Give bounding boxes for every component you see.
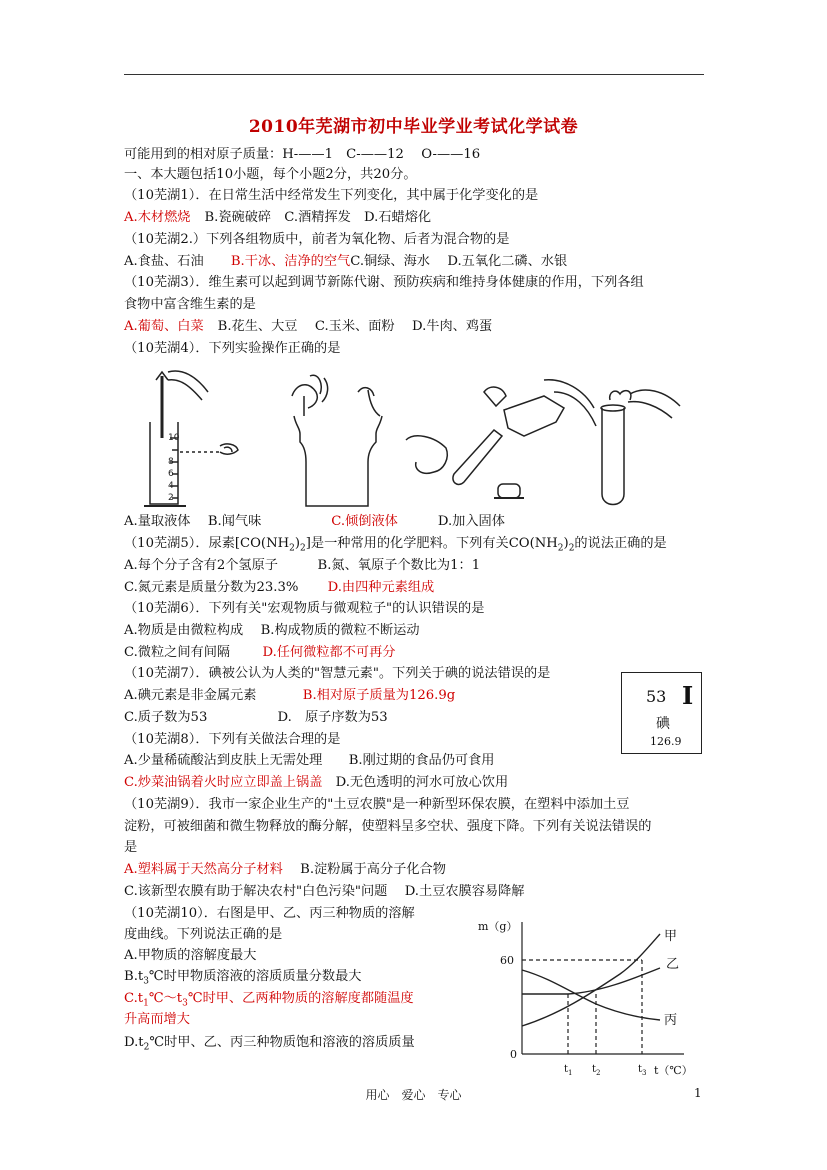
q9-options-ab (124, 861, 446, 879)
x-tick-t1 (564, 1064, 573, 1077)
y-tick-60: 60 (500, 954, 514, 967)
question-5 (124, 535, 667, 558)
mark-8: 8 (168, 457, 174, 467)
q5-text-4: ) (563, 536, 569, 551)
q7-answer: B.相对原子质量为126.9g (302, 688, 456, 703)
question-9-cont: 淀粉，可被细菌和微生物释放的酶分解，使塑料呈多空状、强度下降。下列有关说法错误的 (124, 819, 652, 834)
q10c-text: ℃时甲、乙两种物质的溶解度都随温度 (187, 991, 414, 1006)
q4-answer: C.倾倒液体 (331, 514, 398, 529)
q7-option-a: A.碘元素是非金属元素 (124, 688, 283, 703)
q7-options-cd: C.质子数为53 D. 原子序数为53 (124, 710, 388, 725)
q10c-sub1: 1 (143, 998, 149, 1009)
q9-options-cd: C.该新型农膜有助于解决农村"白色污染"问题 D.土豆农膜容易降解 (124, 884, 525, 899)
q1-options (124, 209, 431, 227)
page-title: 2010年芜湖市初中毕业学业考试化学试卷 (248, 117, 579, 137)
question-7: （10芜湖7）．碘被公认为人类的"智慧元素"。下列关于碘的说法错误的是 (124, 666, 551, 681)
q10d-t: D.t (124, 1035, 144, 1050)
cylinder-figure (144, 371, 238, 506)
question-10: （10芜湖10）．右图是甲、乙、丙三种物质的溶解 (124, 906, 415, 921)
add-solid-figure (601, 390, 680, 505)
q6-options-ab: A.物质是由微粒构成 B.构成物质的微粒不断运动 (124, 623, 420, 638)
x-tick-t2 (592, 1064, 601, 1077)
t3-sub: 3 (642, 1069, 647, 1077)
t3-t: t (638, 1064, 643, 1075)
label-jia: 甲 (664, 929, 678, 944)
mark-10: 10 (168, 433, 180, 443)
mark-2: 2 (168, 493, 174, 503)
smell-bottle-figure (292, 375, 382, 506)
q8-answer: C.炒菜油锅着火时应立即盖上锅盖 (124, 775, 323, 790)
q6-option-c: C.微粒之间有间隔 (124, 645, 257, 660)
q10c-t1: C.t (124, 991, 144, 1006)
question-1: （10芜湖1）．在日常生活中经常发生下列变化，其中属于化学变化的是 (124, 188, 539, 203)
question-4: （10芜湖4）．下列实验操作正确的是 (124, 341, 341, 356)
q5-option-c: C.氮元素是质量分数为23.3% (124, 580, 312, 595)
q3-answer: A.葡萄、白菜 (124, 319, 204, 334)
mark-6: 6 (168, 469, 174, 479)
label-bing: 丙 (664, 1013, 678, 1028)
label-yi: 乙 (666, 957, 680, 972)
question-9-end: 是 (124, 840, 138, 855)
origin-zero: 0 (510, 1048, 517, 1061)
q5-options-cd (124, 579, 434, 597)
q5-sub-2: 2 (300, 543, 306, 554)
question-3-cont: 食物中富含维生素的是 (124, 297, 256, 312)
element-symbol: I (682, 681, 694, 710)
pour-liquid-figure (406, 380, 596, 498)
y-axis-label: m（g） (478, 920, 518, 933)
q4-option-d: D.加入固体 (437, 514, 505, 529)
q3-other-options: B.花生、大豆 C.玉米、面粉 D.牛肉、鸡蛋 (217, 319, 493, 334)
question-10-cont: 度曲线。下列说法正确的是 (124, 927, 283, 942)
q10-option-b (124, 968, 362, 991)
q10b-text: ℃时甲物质溶液的溶质质量分数最大 (148, 969, 362, 984)
question-3: （10芜湖3）．维生素可以起到调节新陈代谢、预防疾病和维持身体健康的作用，下列各组 (124, 275, 644, 290)
curve-jia (522, 934, 660, 1026)
q9-answer: A.塑料属于天然高分子材料 (124, 862, 283, 877)
t2-sub: 2 (596, 1069, 601, 1077)
question-2: （10芜湖2.）下列各组物质中，前者为氧化物、后者为混合物的是 (124, 232, 510, 247)
curve-bing (522, 970, 660, 1020)
mark-4: 4 (168, 481, 174, 491)
page-footer: 用心 爱心 专心 (365, 1088, 462, 1102)
q5-sub-4: 2 (568, 543, 575, 554)
t1-sub: 1 (568, 1069, 573, 1077)
q8-options-ab: A.少量稀硫酸沾到皮肤上无需处理 B.刚过期的食品仍可食用 (124, 753, 495, 768)
q10b-sub: 3 (143, 976, 149, 987)
section-intro: 一、本大题包括10小题，每个小题2分，共20分。 (124, 167, 417, 182)
page-number: 1 (694, 1086, 702, 1100)
q5-text-2: ) (294, 536, 301, 551)
q10-option-d (124, 1034, 415, 1057)
atomic-mass: 126.9 (650, 735, 682, 748)
atomic-number: 53 (646, 687, 667, 706)
q10c-t3: ℃～t (148, 991, 183, 1006)
question-9: （10芜湖9）．我市一家企业生产的"土豆农膜"是一种新型环保农膜，在塑料中添加土豆 (124, 797, 630, 812)
q8-option-d: D.无色透明的河水可放心饮用 (322, 775, 509, 790)
q4-options-ab: A.量取液体 B.闻气味 (124, 514, 262, 529)
q10b-t: B.t (124, 969, 144, 984)
q2-options (124, 253, 567, 271)
q2-answer: B.干冰、洁净的空气 (230, 254, 351, 269)
q2-option-a: A.食盐、石油 (124, 254, 217, 269)
q3-options (124, 318, 492, 336)
q10-answer-cont: 升高而增大 (124, 1012, 190, 1027)
q7-options-ab (124, 687, 455, 705)
q10-answer (124, 990, 414, 1013)
question-8: （10芜湖8）．下列有关做法合理的是 (124, 732, 341, 747)
q10c-sub3: 3 (182, 998, 188, 1009)
experiment-figures (124, 366, 714, 511)
t1-t: t (564, 1064, 569, 1075)
solubility-graph (470, 908, 710, 1080)
q5-text-3: ]是一种常用的化学肥料。下列有关CO(NH (305, 536, 558, 551)
x-axis-label: t（℃） (654, 1064, 693, 1077)
question-6: （10芜湖6）．下列有关"宏观物质与微观粒子"的认识错误的是 (124, 601, 485, 616)
element-name: 碘 (656, 716, 670, 732)
iodine-element-card (621, 672, 702, 754)
q5-options-ab: A.每个分子含有2个氢原子 B.氮、氧原子个数比为1：1 (124, 558, 481, 573)
q5-answer: D.由四种元素组成 (327, 580, 435, 595)
q5-sub-3: 2 (557, 543, 564, 554)
q6-answer: D.任何微粒都不可再分 (262, 645, 396, 660)
q10d-text: ℃时甲、乙、丙三种物质饱和溶液的溶质质量 (149, 1035, 415, 1050)
header-rule (124, 74, 704, 75)
q9-option-b: B.淀粉属于高分子化合物 (282, 862, 446, 877)
curve-yi (522, 968, 660, 994)
q1-answer: A.木材燃烧 (124, 210, 191, 225)
q10-option-a: A.甲物质的溶解度最大 (124, 948, 257, 963)
t2-t: t (592, 1064, 597, 1075)
q2-other-options: C.铜绿、海水 D.五氧化二磷、水银 (350, 254, 568, 269)
q6-options-cd (124, 644, 395, 662)
q1-other-options: B.瓷碗破碎 C.酒精挥发 D.石蜡熔化 (204, 210, 432, 225)
q5-sub-1: 2 (289, 543, 295, 554)
q10d-sub: 2 (143, 1042, 150, 1053)
q5-text-5: 的说法正确的是 (574, 536, 667, 551)
q5-text-1: （10芜湖5）．尿素[CO(NH (124, 536, 290, 551)
q8-options-cd (124, 774, 508, 792)
atomic-mass-line: 可能用到的相对原子质量：H-——1 C-——12 O-——16 (124, 147, 481, 162)
q4-options (124, 513, 505, 531)
x-tick-t3 (638, 1064, 647, 1077)
